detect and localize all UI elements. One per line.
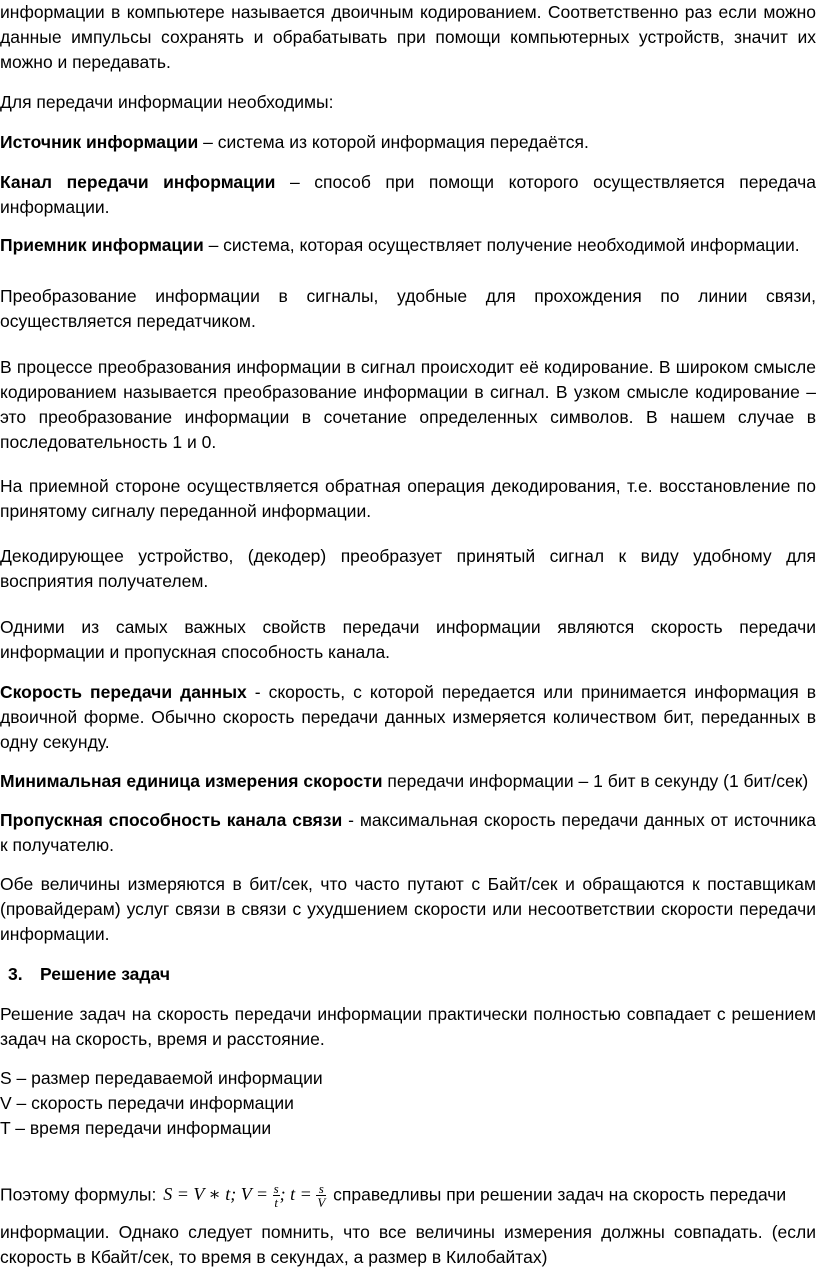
paragraph-solving: Решение задач на скорость передачи информации практически полностью совпадает с решением задач на скорость, время и расстояние. (0, 1004, 816, 1049)
fraction-1-numerator: s (273, 1181, 279, 1197)
def-speed: - скорость, с которой передается или принимается информация в двоичной форме. Обычно скорость передачи данных измеряется количеством бит, переданных в одну секунду. (0, 682, 816, 752)
term-receiver: Приемник информации (0, 235, 204, 255)
paragraph-requirements: Для передачи информации необходимы: (0, 92, 334, 112)
term-channel: Канал передачи информации (0, 172, 276, 192)
fraction-s-over-v (316, 1182, 326, 1209)
definition-capacity (0, 808, 816, 858)
def-channel: – способ при помощи которого осуществляется передача информации. (0, 172, 816, 217)
formula-part-2: ; t = (279, 1184, 317, 1204)
term-capacity: Пропускная способность канала связи (0, 810, 343, 830)
term-source: Источник информации (0, 132, 199, 152)
def-source: – система из которой информация передаётся. (198, 132, 589, 152)
definition-channel (0, 170, 816, 220)
paragraph-units: Обе величины измеряются в бит/сек, что часто путают с Байт/сек и обращаются к поставщикам (провайдерам) услуг связи в связи с ухудшением скорости или несоответствии скорости передачи информации. (0, 874, 816, 944)
paragraph-binary-coding: информации в компьютере называется двоичным кодированием. Соответственно раз если можно данные импульсы сохранять и обрабатывать при помощи компьютерных устройств, значит их можно и передавать. (0, 2, 816, 72)
definition-line-v: V – скорость передачи информации (0, 1093, 294, 1113)
fraction-2-numerator: s (316, 1182, 326, 1196)
definition-source (0, 130, 816, 155)
paragraph-coding: В процессе преобразования информации в сигнал происходит её кодирование. В широком смысле кодированием называется преобразование информации в сигнал. В узком смысле кодирование – это преобразование информации в сочетание определенных символов. В нашем случае в последовательность 1 и 0. (0, 357, 816, 452)
definition-min-unit (0, 769, 816, 794)
formula-line (0, 1182, 816, 1209)
definition-receiver (0, 233, 816, 258)
paragraph-decoder: Декодирующее устройство, (декодер) преобразует принятый сигнал к виду удобному для восприятия получателем. (0, 546, 816, 591)
section-title: Решение задач (40, 964, 170, 984)
def-capacity: - максимальная скорость передачи данных от источника к получателю. (0, 810, 816, 855)
fraction-s-over-t (273, 1182, 280, 1209)
paragraph-transmitter: Преобразование информации в сигналы, удобные для прохождения по линии связи, осуществляется передатчиком. (0, 286, 816, 331)
definition-line-t: T – время передачи информации (0, 1118, 272, 1138)
def-min-unit: передачи информации – 1 бит в секунду (1 бит/сек) (382, 771, 809, 791)
fraction-2-denominator: V (317, 1195, 326, 1211)
term-min-unit: Минимальная единица измерения скорости (0, 771, 383, 791)
fraction-1-denominator: t (274, 1195, 278, 1211)
paragraph-decoding: На приемной стороне осуществляется обратная операция декодирования, т.е. восстановление по принятому сигналу переданной информации. (0, 476, 816, 521)
term-speed: Скорость передачи данных (0, 682, 247, 702)
definition-line-s: S – размер передаваемой информации (0, 1068, 323, 1088)
section-number: 3. (8, 964, 23, 984)
section-heading (8, 962, 170, 987)
formula-intro: Поэтому формулы: (0, 1184, 162, 1205)
paragraph-properties: Одними из самых важных свойств передачи информации являются скорость передачи информации и пропускная способность канала. (0, 617, 816, 662)
def-receiver: – система, которая осуществляет получение необходимой информации. (203, 235, 800, 255)
formula-part-1: S = V ∗ t; V = (163, 1184, 273, 1204)
formula-expression (163, 1182, 326, 1209)
formula-after: справедливы при решении задач на скорость передачи (328, 1184, 787, 1205)
paragraph-units-match: информации. Однако следует помнить, что все величины измерения должны совпадать. (если скорость в Кбайт/сек, то время в секундах, а размер в Килобайтах) (0, 1222, 816, 1267)
definition-speed (0, 680, 816, 755)
